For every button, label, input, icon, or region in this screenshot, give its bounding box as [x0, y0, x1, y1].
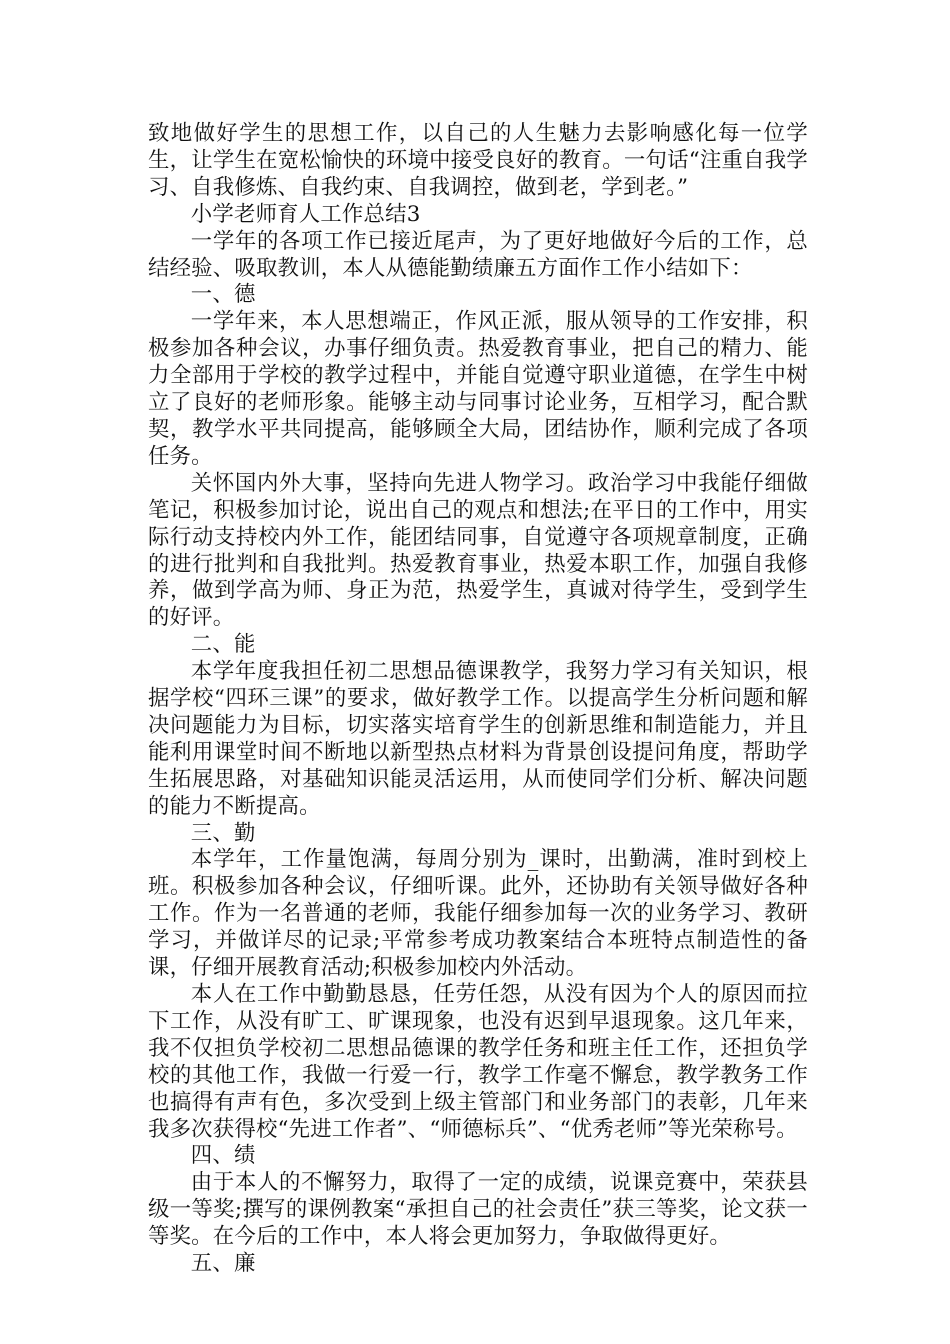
paragraph-de-1: 一学年来，本人思想端正，作风正派，服从领导的工作安排，积极参加各种会议，办事仔细负责。热爱教育事业，把自己的精力、能力全部用于学校的教学过程中，并能自觉遵守职业道德，在学生中树立了良好的老师形象。能够主动与同事讨论业务，互相学习，配合默契，教学水平共同提高，能够顾全大局，团结协作，顺利完成了各项任务。	[148, 309, 808, 469]
section-title: 小学老师育人工作总结3	[190, 201, 421, 227]
document-body	[148, 121, 808, 1278]
paragraph-de-2: 关怀国内外大事，坚持向先进人物学习。政治学习中我能仔细做笔记，积极参加讨论，说出自己的观点和想法;在平日的工作中，用实际行动支持校内外工作，能团结同事，自觉遵守各项规章制度，正确的进行批判和自我批判。热爱教育事业，热爱本职工作，加强自我修养，做到学高为师、身正为范，热爱学生，真诚对待学生，受到学生的好评。	[148, 470, 808, 631]
paragraph-qin-1: 本学年，工作量饱满，每周分别为_课时，出勤满，准时到校上班。积极参加各种会议，仔细听课。此外，还协助有关领导做好各种工作。作为一名普通的老师，我能仔细参加每一次的业务学习、教研学习，并做详尽的记录;平常参考成功教案结合本班特点制造性的备课，仔细开展教育活动;积极参加校内外活动。	[148, 847, 808, 981]
paragraph-neng: 本学年度我担任初二思想品德课教学，我努力学习有关知识，根据学校“四环三课”的要求，做好教学工作。以提高学生分析问题和解决问题能力为目标，切实落实培育学生的创新思维和制造能力，并且能利用课堂时间不断地以新型热点材料为背景创设提问角度，帮助学生拓展思路，对基础知识能灵活运用，从而使同学们分析、解决问题的能力不断提高。	[148, 659, 808, 819]
paragraph-intro: 一学年的各项工作已接近尾声，为了更好地做好今后的工作，总结经验、吸取教训，本人从德能勤绩廉五方面作工作小结如下：	[148, 228, 808, 281]
heading-ji: 四、绩	[190, 1143, 256, 1169]
heading-lian: 五、廉	[190, 1251, 256, 1277]
paragraph-continuation: 致地做好学生的思想工作，以自己的人生魅力去影响感化每一位学生，让学生在宽松愉快的环境中接受良好的教育。一句话“注重自我学习、自我修炼、自我约束、自我调控，做到老，学到老。”	[148, 121, 808, 200]
paragraph-qin-2: 本人在工作中勤勤恳恳，任劳任怨，从没有因为个人的原因而拉下工作，从没有旷工、旷课现象，也没有迟到早退现象。这几年来，我不仅担负学校初二思想品德课的教学任务和班主任工作，还担负学校的其他工作，我做一行爱一行，教学工作毫不懈怠，教学教务工作也搞得有声有色，多次受到上级主管部门和业务部门的表彰，几年来我多次获得校“先进工作者”、“师德标兵”、“优秀老师”等光荣称号。	[148, 982, 808, 1142]
heading-neng: 二、能	[190, 632, 256, 658]
heading-qin: 三、勤	[190, 820, 256, 846]
paragraph-ji: 由于本人的不懈努力，取得了一定的成绩，说课竞赛中，荣获县级一等奖;撰写的课例教案“承担自己的社会责任”获三等奖，论文获一等奖。在今后的工作中，本人将会更加努力，争取做得更好。	[148, 1170, 808, 1250]
heading-de: 一、德	[190, 282, 256, 308]
